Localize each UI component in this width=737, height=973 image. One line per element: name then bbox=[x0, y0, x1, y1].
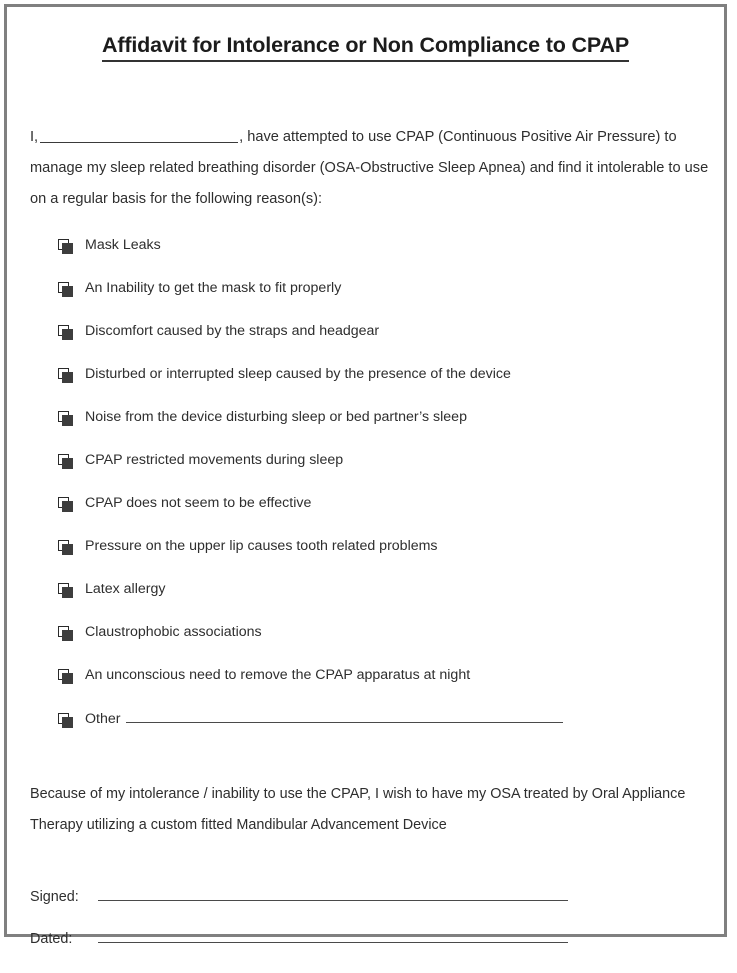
checklist-item-label: CPAP restricted movements during sleep bbox=[85, 452, 344, 468]
checklist-item[interactable] bbox=[7, 323, 724, 366]
checklist-item[interactable] bbox=[7, 495, 724, 538]
dated-label: Dated: bbox=[30, 931, 73, 947]
page-title: Affidavit for Intolerance or Non Compliance to CPAP bbox=[102, 33, 629, 62]
checklist-item-label: An unconscious need to remove the CPAP apparatus at night bbox=[85, 667, 471, 683]
signed-label: Signed: bbox=[30, 889, 79, 905]
checklist-item-label: CPAP does not seem to be effective bbox=[85, 495, 312, 511]
checkbox-icon[interactable] bbox=[58, 540, 69, 551]
reasons-checklist bbox=[7, 237, 724, 753]
intro-after-blank: , have attempted to use CPAP (Continuous Positive Air Pressure) to manage my sleep related breathing disorder (OSA-Obstructive Sleep Apnea) and find it intolerable to use on a regular basis for the following reason(s): bbox=[30, 129, 709, 207]
checklist-item[interactable] bbox=[7, 409, 724, 452]
checklist-item-other[interactable] bbox=[7, 710, 724, 753]
checkbox-icon[interactable] bbox=[58, 368, 69, 379]
checkbox-icon[interactable] bbox=[58, 325, 69, 336]
checklist-item-label: Disturbed or interrupted sleep caused by the presence of the device bbox=[85, 366, 511, 382]
checklist-item[interactable] bbox=[7, 366, 724, 409]
checklist-item[interactable] bbox=[7, 667, 724, 710]
affidavit-document bbox=[7, 7, 724, 947]
checkbox-icon[interactable] bbox=[58, 239, 69, 250]
signed-fill-line[interactable] bbox=[98, 889, 568, 901]
checklist-item-label: Discomfort caused by the straps and headgear bbox=[85, 323, 380, 339]
dated-row bbox=[30, 931, 724, 973]
checklist-item[interactable] bbox=[7, 538, 724, 581]
checklist-item-label: Noise from the device disturbing sleep or bed partner’s sleep bbox=[85, 409, 467, 425]
checklist-item[interactable] bbox=[7, 280, 724, 323]
checklist-item[interactable] bbox=[7, 581, 724, 624]
dated-fill-line[interactable] bbox=[98, 931, 568, 943]
checkbox-icon[interactable] bbox=[58, 583, 69, 594]
intro-paragraph bbox=[30, 122, 720, 215]
checklist-item-label: An Inability to get the mask to fit properly bbox=[85, 280, 342, 296]
intro-before-blank: I, bbox=[30, 129, 39, 145]
checklist-item-label: Pressure on the upper lip causes tooth related problems bbox=[85, 538, 438, 554]
checkbox-icon[interactable] bbox=[58, 282, 69, 293]
signed-row bbox=[30, 889, 724, 931]
closing-paragraph: Because of my intolerance / inability to use the CPAP, I wish to have my OSA treated by Oral Appliance Therapy utilizing a custom fitted Mandibular Advancement Device bbox=[30, 786, 686, 833]
signature-block bbox=[30, 889, 724, 973]
checkbox-icon[interactable] bbox=[58, 497, 69, 508]
checklist-item-label: Claustrophobic associations bbox=[85, 624, 262, 640]
name-fill-line[interactable] bbox=[40, 129, 238, 143]
checklist-item-label: Other bbox=[85, 711, 121, 727]
checklist-item[interactable] bbox=[7, 624, 724, 667]
checklist-item[interactable] bbox=[7, 237, 724, 280]
title-container bbox=[7, 33, 724, 62]
checklist-item-label: Mask Leaks bbox=[85, 237, 161, 253]
checkbox-icon[interactable] bbox=[58, 713, 69, 724]
checkbox-icon[interactable] bbox=[58, 411, 69, 422]
checkbox-icon[interactable] bbox=[58, 626, 69, 637]
checklist-item[interactable] bbox=[7, 452, 724, 495]
checklist-item-label: Latex allergy bbox=[85, 581, 166, 597]
other-fill-line[interactable] bbox=[126, 710, 563, 723]
document-page bbox=[4, 4, 727, 947]
checkbox-icon[interactable] bbox=[58, 669, 69, 680]
checkbox-icon[interactable] bbox=[58, 454, 69, 465]
